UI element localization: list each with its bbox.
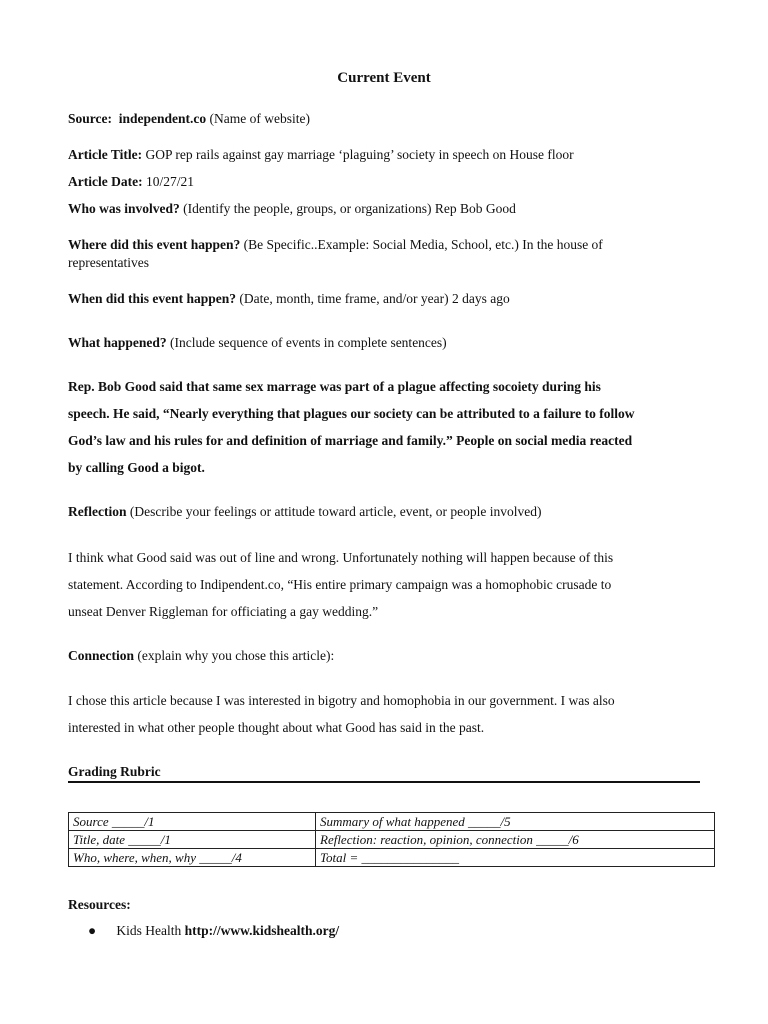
reflection-body-line: statement. According to Indipendent.co, “His entire primary campaign was a homophobic crusade to — [68, 577, 612, 592]
resources-title: Resources: — [68, 897, 131, 912]
bullet-icon: ● — [88, 923, 97, 938]
article-date-label: Article Date: — [68, 174, 143, 189]
where-value-line2: representatives — [68, 255, 149, 270]
connection-hint: (explain why you chose this article): — [137, 648, 335, 663]
article-date-value: 10/27/21 — [145, 174, 194, 189]
connection-body — [68, 687, 708, 741]
reflection-body-line: I think what Good said was out of line and wrong. Unfortunately nothing will happen because of this — [68, 550, 614, 565]
reflection-label: Reflection — [68, 504, 127, 519]
when-value: 2 days ago — [451, 291, 510, 306]
page-title: Current Event — [337, 70, 431, 86]
what-body-line: by calling Good a bigot. — [68, 460, 205, 475]
resource-link[interactable]: http://www.kidshealth.org/ — [184, 923, 340, 938]
reflection-body-line: unseat Denver Riggleman for officiating a gay wedding.” — [68, 604, 379, 619]
where-value-line1: In the house of — [522, 237, 603, 252]
rubric-cell: Who, where, when, why _____/4 — [69, 849, 316, 867]
connection-body-line: interested in what other people thought about what Good has said in the past. — [68, 720, 485, 735]
source-hint: (Name of website) — [209, 111, 310, 126]
connection-line — [68, 647, 708, 665]
what-body — [68, 373, 708, 481]
rubric-divider — [68, 781, 700, 783]
article-title-value: GOP rep rails against gay marriage ‘plaguing’ society in speech on House floor — [145, 147, 574, 162]
who-label: Who was involved? — [68, 201, 180, 216]
where-line — [68, 236, 708, 254]
rubric-title: Grading Rubric — [68, 764, 161, 779]
table-row — [69, 849, 715, 867]
article-title-label: Article Title: — [68, 147, 143, 162]
article-date-line — [68, 173, 708, 191]
source-label: Source: — [68, 111, 112, 126]
who-value: Rep Bob Good — [434, 201, 516, 216]
what-body-line: God’s law and his rules for and definition of marriage and family.” People on social media reacted — [68, 433, 633, 448]
what-label: What happened? — [68, 335, 167, 350]
when-label: When did this event happen? — [68, 291, 237, 306]
table-row — [69, 831, 715, 849]
who-line — [68, 200, 708, 218]
rubric-cell: Title, date _____/1 — [69, 831, 316, 849]
reflection-line — [68, 503, 708, 521]
rubric-table — [68, 812, 715, 867]
what-line — [68, 334, 708, 352]
who-hint: (Identify the people, groups, or organizations) — [183, 201, 432, 216]
what-body-line: speech. He said, “Nearly everything that plagues our society can be attributed to a failure to follow — [68, 406, 635, 421]
connection-body-line: I chose this article because I was interested in bigotry and homophobia in our government. I was also — [68, 693, 615, 708]
rubric-cell: Total = _______________ — [316, 849, 715, 867]
what-hint: (Include sequence of events in complete sentences) — [170, 335, 447, 350]
connection-label: Connection — [68, 648, 135, 663]
when-line — [68, 290, 708, 308]
source-line — [68, 110, 708, 128]
where-hint: (Be Specific..Example: Social Media, School, etc.) — [243, 237, 519, 252]
article-title-line — [68, 146, 708, 164]
rubric-cell: Summary of what happened _____/5 — [316, 813, 715, 831]
rubric-cell: Reflection: reaction, opinion, connection _____/6 — [316, 831, 715, 849]
when-hint: (Date, month, time frame, and/or year) — [239, 291, 449, 306]
reflection-body — [68, 544, 708, 625]
source-value: independent.co — [118, 111, 207, 126]
reflection-hint: (Describe your feelings or attitude toward article, event, or people involved) — [129, 504, 542, 519]
what-body-line: Rep. Bob Good said that same sex marrage was part of a plague affecting socoiety during his — [68, 379, 601, 394]
rubric-cell: Source _____/1 — [69, 813, 316, 831]
table-row — [69, 813, 715, 831]
where-label: Where did this event happen? — [68, 237, 241, 252]
list-item — [88, 922, 339, 940]
resource-name: Kids Health — [116, 923, 182, 938]
